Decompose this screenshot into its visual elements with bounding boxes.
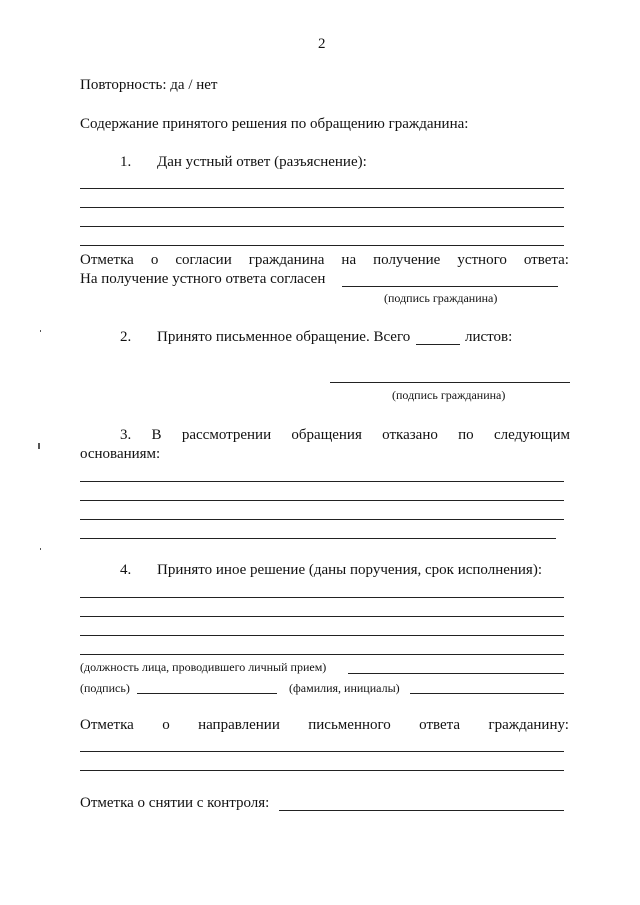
- consent-line1: [80, 253, 569, 268]
- control-note-label: Отметка о снятии с контроля:: [80, 795, 270, 811]
- section4-decision-line[interactable]: [80, 597, 564, 598]
- consent-word: устного: [457, 252, 507, 268]
- section2-signature-line[interactable]: [330, 382, 570, 383]
- section3-word: обращения: [291, 427, 362, 443]
- reply-note-word: гражданину:: [488, 717, 569, 733]
- section3-word: по: [458, 427, 474, 443]
- consent-word: получение: [373, 252, 441, 268]
- section3-reason-line[interactable]: [80, 481, 564, 482]
- section3-word: отказано: [382, 427, 438, 443]
- section3-reason-line[interactable]: [80, 519, 564, 520]
- section2-sheets-count-field[interactable]: [416, 344, 460, 345]
- section1-number: 1.: [120, 154, 132, 170]
- section4-decision-line[interactable]: [80, 616, 564, 617]
- official-signature-line[interactable]: [137, 693, 277, 694]
- section1-title: Дан устный ответ (разъяснение):: [157, 154, 367, 170]
- page-number: 2: [318, 36, 326, 52]
- consent-line2: На получение устного ответа согласен: [80, 271, 326, 287]
- section3-line2: основаниям:: [80, 446, 161, 462]
- reply-note-line[interactable]: [80, 751, 564, 752]
- scan-speck: [40, 548, 41, 550]
- section2-text-before: Принято письменное обращение. Всего: [157, 329, 411, 345]
- reply-note-word: Отметка: [80, 717, 134, 733]
- content-heading: Содержание принятого решения по обращению гражданина:: [80, 116, 469, 132]
- section4-decision-line[interactable]: [80, 635, 564, 636]
- section3-word: В: [151, 427, 162, 443]
- section2-number: 2.: [120, 329, 132, 345]
- scan-speck: [38, 443, 40, 449]
- section3-reason-line[interactable]: [80, 500, 564, 501]
- official-name-label: (фамилия, инициалы): [289, 681, 400, 695]
- section3-word: следующим: [493, 427, 570, 443]
- control-note-line[interactable]: [279, 810, 564, 811]
- consent-signature-line[interactable]: [342, 286, 558, 287]
- section1-answer-line[interactable]: [80, 226, 564, 227]
- consent-word: ответа:: [523, 252, 569, 268]
- section1-answer-line[interactable]: [80, 207, 564, 208]
- consent-word: о: [150, 252, 159, 268]
- consent-signature-caption: (подпись гражданина): [384, 291, 498, 305]
- section4-decision-line[interactable]: [80, 654, 564, 655]
- scan-speck: [40, 330, 41, 332]
- official-signature-label: (подпись): [80, 681, 130, 695]
- consent-word: согласии: [175, 252, 232, 268]
- official-position-line[interactable]: [348, 673, 564, 674]
- reply-note-word: о: [162, 717, 170, 733]
- section3-reason-line[interactable]: [80, 538, 556, 539]
- section4-number: 4.: [120, 562, 132, 578]
- section1-answer-line[interactable]: [80, 245, 564, 246]
- reply-note-word: ответа: [419, 717, 461, 733]
- consent-word: Отметка: [80, 252, 134, 268]
- section4-title: Принято иное решение (даны поручения, срок исполнения):: [157, 562, 542, 578]
- consent-word: гражданина: [248, 252, 325, 268]
- section1-answer-line[interactable]: [80, 188, 564, 189]
- section2-text-after: листов:: [465, 329, 513, 345]
- official-position-label: (должность лица, проводившего личный прием): [80, 660, 327, 674]
- reply-note-word: направлении: [198, 717, 280, 733]
- section3-line1: [120, 428, 570, 443]
- reply-note-line[interactable]: [80, 770, 564, 771]
- reply-note-word: письменного: [308, 717, 391, 733]
- official-name-line[interactable]: [410, 693, 564, 694]
- reply-note-label: [80, 718, 569, 733]
- consent-word: на: [341, 252, 357, 268]
- section2-signature-caption: (подпись гражданина): [392, 388, 506, 402]
- section3-word: рассмотрении: [181, 427, 272, 443]
- repeat-label: Повторность:: [80, 77, 167, 93]
- repeat-row: [80, 78, 217, 93]
- repeat-options: да / нет: [170, 77, 218, 93]
- section3-number: 3.: [120, 427, 132, 443]
